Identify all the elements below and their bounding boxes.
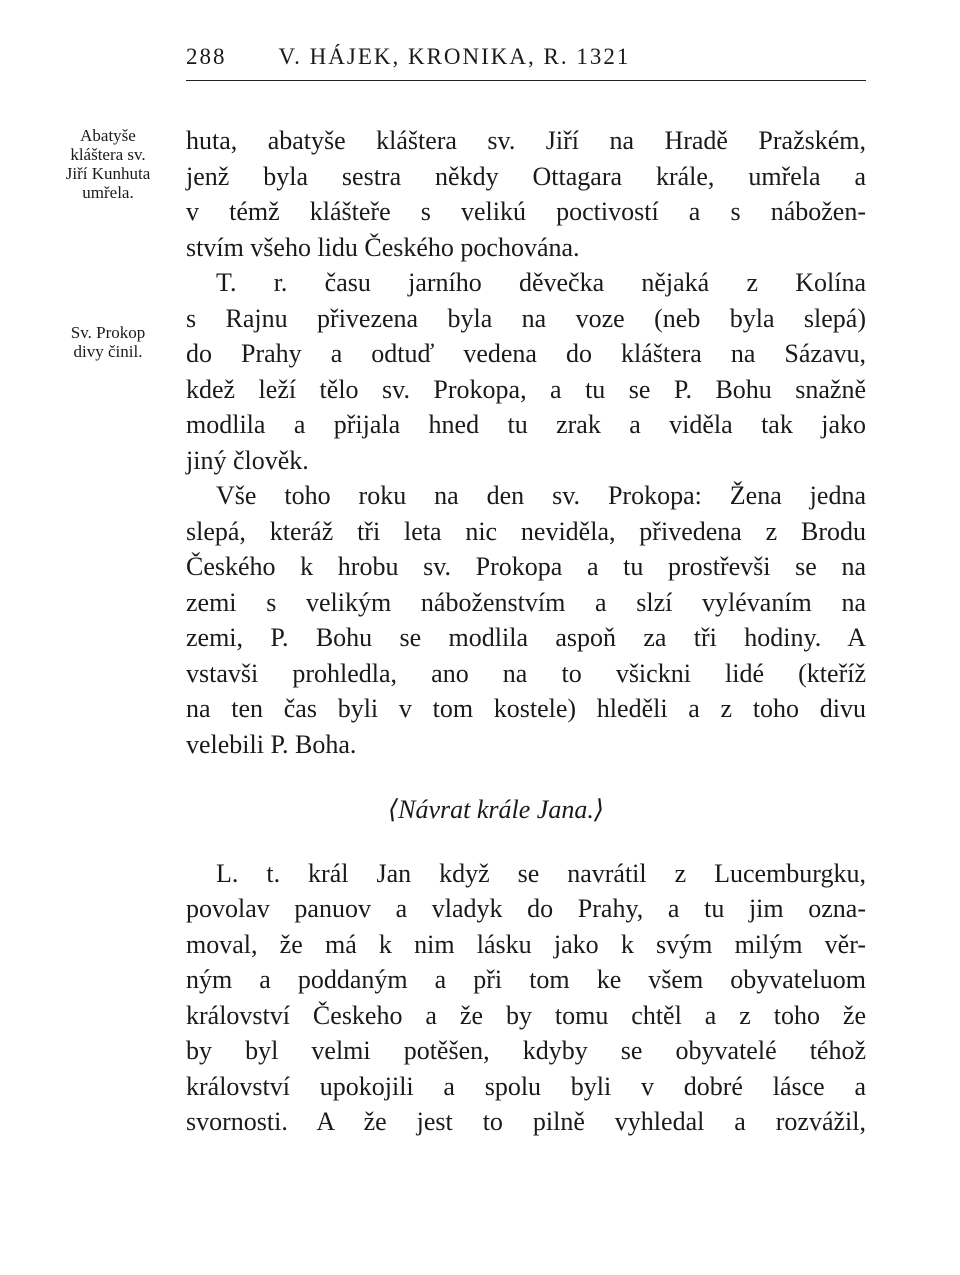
- text-line: zemi s velikým náboženstvím a slzí vylévaním na: [186, 587, 866, 617]
- margin-note-line: Sv. Prokop: [70, 323, 146, 342]
- text-line: s Rajnu přivezena byla na voze (neb byla slepá): [186, 303, 866, 333]
- paragraph-girl-from-kolin: [186, 265, 866, 478]
- margin-note-line: kláštera sv.: [70, 145, 146, 164]
- text-line: do Prahy a odtuď vedena do kláštera na Sázavu,: [186, 339, 866, 368]
- text-line: slepá, kteráž tři leta nic neviděla, přivedena z Brodu: [186, 516, 866, 546]
- text-line: Českého k hrobu sv. Prokopa a tu prostřevši se na: [186, 552, 866, 581]
- text-line: T. r. času jarního děvečka nějaká z Kolína: [216, 268, 866, 297]
- paragraph-kunhuta: [186, 123, 866, 265]
- text-line: na ten čas byli v tom kostele) hleděli a z toho divu: [186, 694, 866, 723]
- margin-note-line: umřela.: [82, 183, 134, 202]
- header-rule: [186, 80, 866, 81]
- page-number: 288: [186, 44, 227, 69]
- text-line: povolav panuov a vladyk do Prahy, a tu jim ozna-: [186, 894, 866, 923]
- text-line: zemi, P. Bohu se modlila aspoň za tři hodiny. A: [186, 623, 866, 652]
- text-line: velebili P. Boha.: [186, 729, 357, 759]
- body-text: [186, 123, 866, 1140]
- text-line: svornosti. A že jest to pilně vyhledal a rozvážil,: [186, 1107, 866, 1136]
- text-line: vstavši prohledla, ano na to všickni lidé (kteříž: [186, 658, 866, 688]
- paragraph-king-jan: [186, 856, 866, 1140]
- paragraph-blind-woman: [186, 478, 866, 762]
- text-line: království upokojili a spolu byli v dobré lásce a: [186, 1071, 866, 1101]
- text-line: huta, abatyše kláštera sv. Jiří na Hradě Pražském,: [186, 126, 866, 155]
- text-line: by byl velmi potěšen, kdyby se obyvatelé téhož: [186, 1036, 866, 1065]
- text-line: jenž byla sestra někdy Ottagara krále, umřela a: [186, 161, 866, 191]
- margin-note-prokop: [38, 323, 178, 361]
- text-line: kdež leží tělo sv. Prokopa, a tu se P. Bohu snažně: [186, 374, 866, 404]
- text-line: v témž klášteře s velikú poctivostí a s nábožen-: [186, 197, 866, 226]
- text-line: království Českeho a že by tomu chtěl a z toho že: [186, 1000, 866, 1030]
- margin-note-abbess: [38, 126, 178, 202]
- text-line: moval, že má k nim lásku jako k svým milým věr-: [186, 929, 866, 959]
- text-line: L. t. král Jan když se navrátil z Lucemburgku,: [216, 858, 866, 888]
- text-line: Vše toho roku na den sv. Prokopa: Žena jedna: [216, 481, 866, 510]
- margin-note-line: divy činil.: [73, 342, 143, 361]
- text-line: modlila a přijala hned tu zrak a viděla tak jako: [186, 410, 866, 439]
- running-title: V. HÁJEK, KRONIKA, R. 1321: [278, 44, 631, 69]
- running-head: [186, 44, 866, 70]
- text-line: ným a poddaným a při tom ke všem obyvateluom: [186, 965, 866, 994]
- section-heading: ⟨Návrat krále Jana.⟩: [388, 795, 604, 824]
- text-line: jiný člověk.: [186, 445, 309, 475]
- margin-note-line: Abatyše: [80, 126, 136, 145]
- text-line: stvím všeho lidu Českého pochována.: [186, 232, 580, 262]
- margin-note-line: Jiří Kunhuta: [65, 164, 151, 183]
